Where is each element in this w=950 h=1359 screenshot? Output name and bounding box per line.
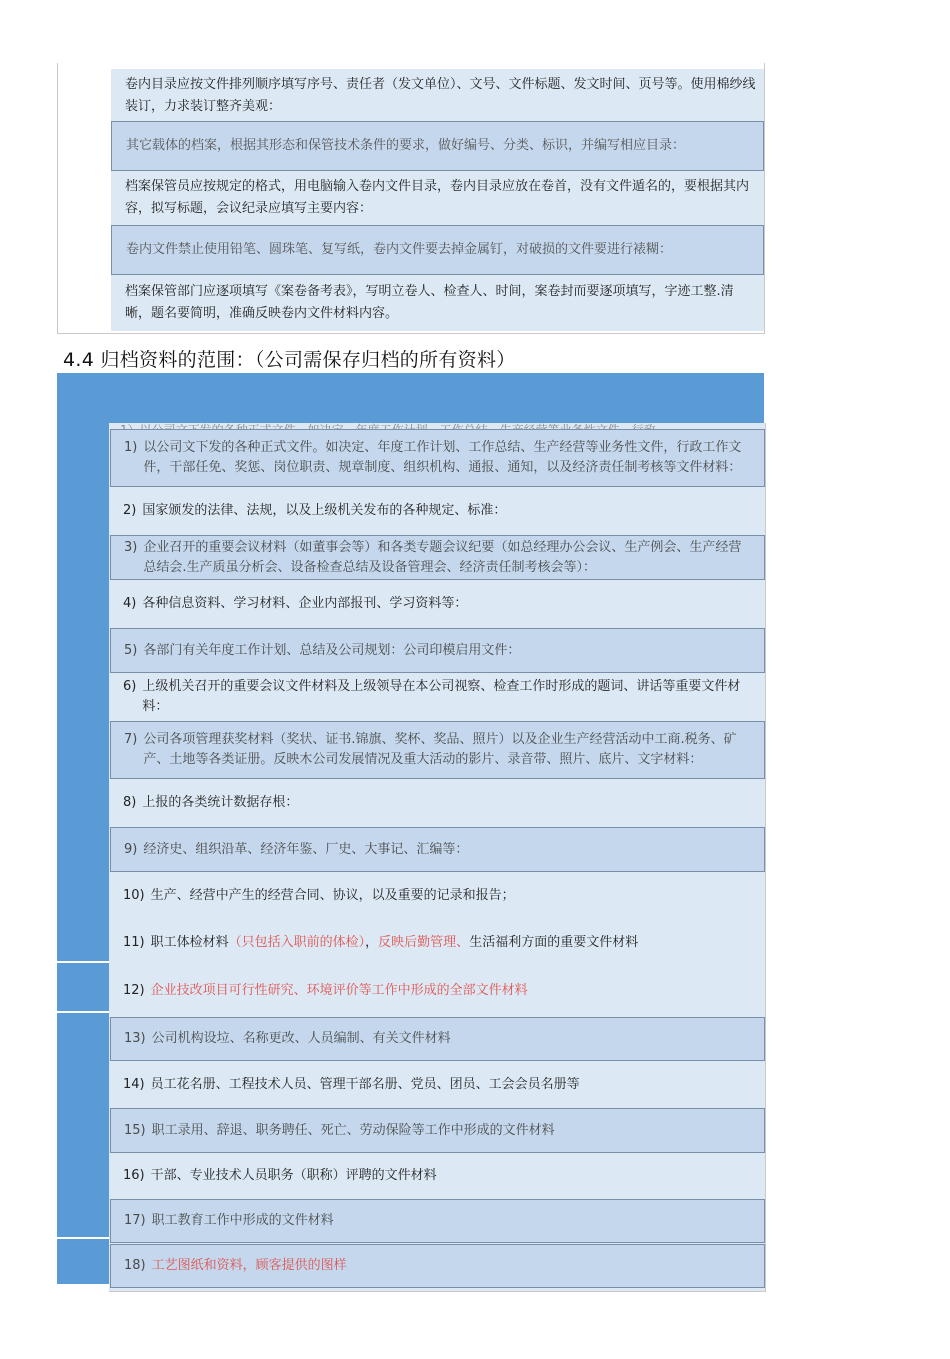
range-item xyxy=(110,675,765,719)
item-text: 职工录用、辞退、职务聘任、死亡、劳动保险等工作中形成的文件材料 xyxy=(151,1122,555,1138)
range-item xyxy=(110,781,765,825)
item-text xyxy=(151,933,751,953)
item-number: 9) xyxy=(124,841,138,857)
item-text: 各种信息资料、学习材料、企业内部报刊、学习资料等： xyxy=(142,596,468,611)
range-item xyxy=(110,489,765,533)
left-column-cell xyxy=(57,423,109,961)
item-number: 8) xyxy=(123,795,137,810)
range-item xyxy=(110,721,765,779)
rule-item xyxy=(111,121,764,171)
range-item xyxy=(110,535,765,580)
archive-rules-block xyxy=(57,63,765,334)
item-number: 2) xyxy=(123,503,137,518)
item-text: 公司各项管理获奖材料（奖状、证书.锦旗、奖杯、奖品、照片）以及企业生产经营活动中工商.税务、矿产、土地等各类证册。反映木公司发展情况及重大活动的影片、录音带、照片、底片、文字材料： xyxy=(143,732,737,767)
rule-text: 其它载体的档案，根据其形态和保管技术条件的要求，做好编号、分类、标识，并编写相应目录： xyxy=(126,138,686,153)
item-text-part: 职工体检材料 xyxy=(150,934,229,950)
item-number: 11) xyxy=(123,934,145,950)
left-column-cell xyxy=(57,1013,109,1237)
item-text: 上报的各类统计数据存根： xyxy=(142,795,299,810)
range-item xyxy=(110,628,765,673)
overlapped-text xyxy=(120,419,760,428)
item-number: 6) xyxy=(123,679,137,694)
rule-text: 卷内目录应按文件排列顺序填写序号、责任者（发文单位）、文号、文件标题、发文时间、页号等。使用棉纱线装订，力求装订整齐美观： xyxy=(125,77,756,114)
range-item xyxy=(110,1108,765,1153)
item-text-highlight: 企业技改项目可行性研究、环境评价等工作中形成的全部文件材料 xyxy=(150,983,528,998)
rule-item xyxy=(111,275,764,331)
range-item xyxy=(110,1154,765,1198)
item-text: 企业召开的重要会议材料（如董事会等）和各类专题会议纪要（如总经理办公会议、生产例会、生产经营总结会.生产质虽分析会、设备检查总结及设备管理会、经济责任制考核会等）： xyxy=(143,539,742,575)
rule-item xyxy=(111,69,764,123)
item-number: 3) xyxy=(124,539,138,555)
range-item xyxy=(110,1017,765,1061)
table-header xyxy=(57,373,764,423)
left-column-cell xyxy=(57,1239,109,1284)
item-text: 生产、经营中产生的经营合同、协议，以及重要的记录和报告； xyxy=(150,888,515,903)
range-item xyxy=(110,874,765,918)
rule-text: 档案保管员应按规定的格式，用电脑输入卷内文件目录，卷内目录应放在卷首，没有文件遁名的，要根据其内容，拟写标题，会议纪录应填写主要内容： xyxy=(125,179,750,216)
range-item xyxy=(110,1199,765,1243)
item-text-highlight: 反映后勤管理、 xyxy=(378,934,470,950)
item-number: 7) xyxy=(124,732,138,747)
range-item xyxy=(110,1244,765,1288)
item-text: 经济史、组织沿革、经济年鉴、厂史、大事记、汇编等： xyxy=(143,841,469,857)
rule-text: 卷内文件禁止使用铅笔、圆珠笔、复写纸，卷内文件要去掉金属钉，对破损的文件要进行裱糊： xyxy=(126,242,673,257)
range-item xyxy=(110,827,765,872)
item-text: 以公司文下发的各种正式文件。如决定、年度工作计划、工作总结、生产经营等业务性文件，行政工作文件，干部任免、奖惩、岗位职责、规章制度、组织机构、通报、通知，以及经济责任制考核等文件材料： xyxy=(143,440,742,475)
item-number: 16) xyxy=(123,1168,145,1183)
range-item xyxy=(110,1063,765,1107)
item-number: 5) xyxy=(124,642,138,658)
rules-left-strip xyxy=(58,63,111,333)
item-text: 职工教育工作中形成的文件材料 xyxy=(151,1213,334,1228)
item-number: 10) xyxy=(123,888,145,903)
item-text: 上级机关召开的重要会议文件材料及上级领导在本公司视察、检查工作时形成的题词、讲话等重要文件材料： xyxy=(142,679,741,714)
item-number: 13) xyxy=(124,1031,146,1046)
item-number: 14) xyxy=(123,1077,145,1092)
item-text-part: ， xyxy=(365,934,379,950)
item-text: 干部、专业技术人员职务（职称）评聘的文件材料 xyxy=(150,1168,437,1183)
range-item xyxy=(110,920,765,965)
section-heading: 4.4 归档资料的范围：（公司需保存归档的所有资料） xyxy=(63,349,516,371)
item-number: 18) xyxy=(124,1258,146,1273)
item-number: 4) xyxy=(123,596,137,611)
item-number: 17) xyxy=(124,1213,146,1228)
item-text: 员工花名册、工程技术人员、管理干部名册、党员、团员、工会会员名册等 xyxy=(150,1077,580,1092)
item-text: 各部门有关年度工作计划、总结及公司规划：公司印模启用文件： xyxy=(143,642,521,658)
range-item xyxy=(110,429,765,487)
range-item xyxy=(110,967,765,1015)
item-text: 国家颁发的法律、法规，以及上级机关发布的各种规定、标准： xyxy=(142,503,507,518)
item-text: 公司机构设垃、名称更改、人员编制、有关文件材料 xyxy=(151,1031,451,1046)
item-text-highlight: 工艺图纸和资料，顾客提供的图样 xyxy=(151,1258,347,1273)
rule-item xyxy=(111,171,764,225)
rule-item xyxy=(111,225,764,275)
item-number: 1) xyxy=(124,440,138,455)
item-number: 12) xyxy=(123,983,145,998)
item-text-part: 生活福利方面的重要文件材料 xyxy=(469,934,639,950)
item-text-highlight: （只包括入职前的体检） xyxy=(228,934,366,950)
item-number: 15) xyxy=(124,1122,146,1138)
range-item xyxy=(110,582,765,626)
left-column-cell xyxy=(57,963,109,1011)
rule-text: 档案保管部门应逐项填写《案卷备考表》，写明立卷人、检查人、时间，案卷封而要逐项填写，字迹工整.清晰，题名要简明，准确反映卷内文件材料内容。 xyxy=(125,284,734,321)
